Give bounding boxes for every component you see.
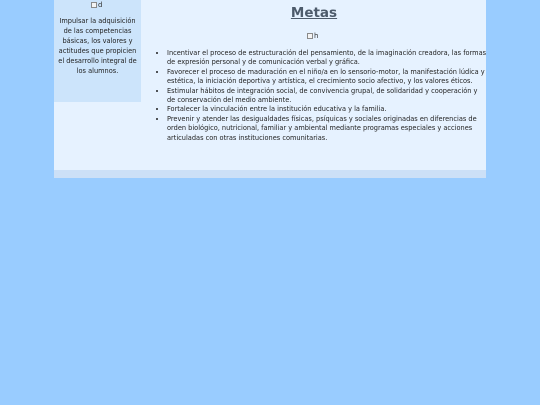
goal-item: • Fortalecer la vinculación entre la institución educativa y la familia. bbox=[167, 105, 487, 114]
goals-list bbox=[157, 49, 487, 143]
broken-image-icon bbox=[91, 2, 97, 8]
goal-item: • Prevenir y atender las desigualdades físicas, psíquicas y sociales originadas en diferencias de orden biológico, nutricional, familiar y ambiental mediante programas especiales y acciones articuladas con otras instituciones comunitarias. bbox=[167, 115, 487, 143]
goal-item: • Estimular hábitos de integración social, de convivencia grupal, de solidaridad y cooperación y de conservación del medio ambiente. bbox=[167, 87, 487, 106]
goal-item: • Incentivar el proceso de estructuración del pensamiento, de la imaginación creadora, las formas de expresión personal y de comunicación verbal y gráfica. bbox=[167, 49, 487, 68]
footer-band bbox=[54, 170, 486, 178]
sidebar-logo-alt: d bbox=[98, 1, 103, 9]
page-title: Metas bbox=[290, 5, 338, 21]
page-container bbox=[54, 0, 486, 178]
sidebar-logo-image bbox=[91, 1, 102, 9]
main-content bbox=[142, 0, 486, 170]
sidebar-mission-text: Impulsar la adquisición de las competencias básicas, los valores y actitudes que propicien el desarrollo integral de los alumnos. bbox=[58, 17, 137, 75]
broken-image-icon bbox=[307, 33, 313, 39]
goals-image-alt: h bbox=[314, 32, 319, 40]
sidebar bbox=[54, 0, 141, 102]
goal-item: • Favorecer el proceso de maduración en el niño/a en lo sensorio-motor, la manifestación lúdica y estética, la iniciación deportiva y artística, el crecimiento socio afectivo, y los valores éticos. bbox=[167, 68, 487, 87]
goals-image bbox=[307, 32, 318, 40]
